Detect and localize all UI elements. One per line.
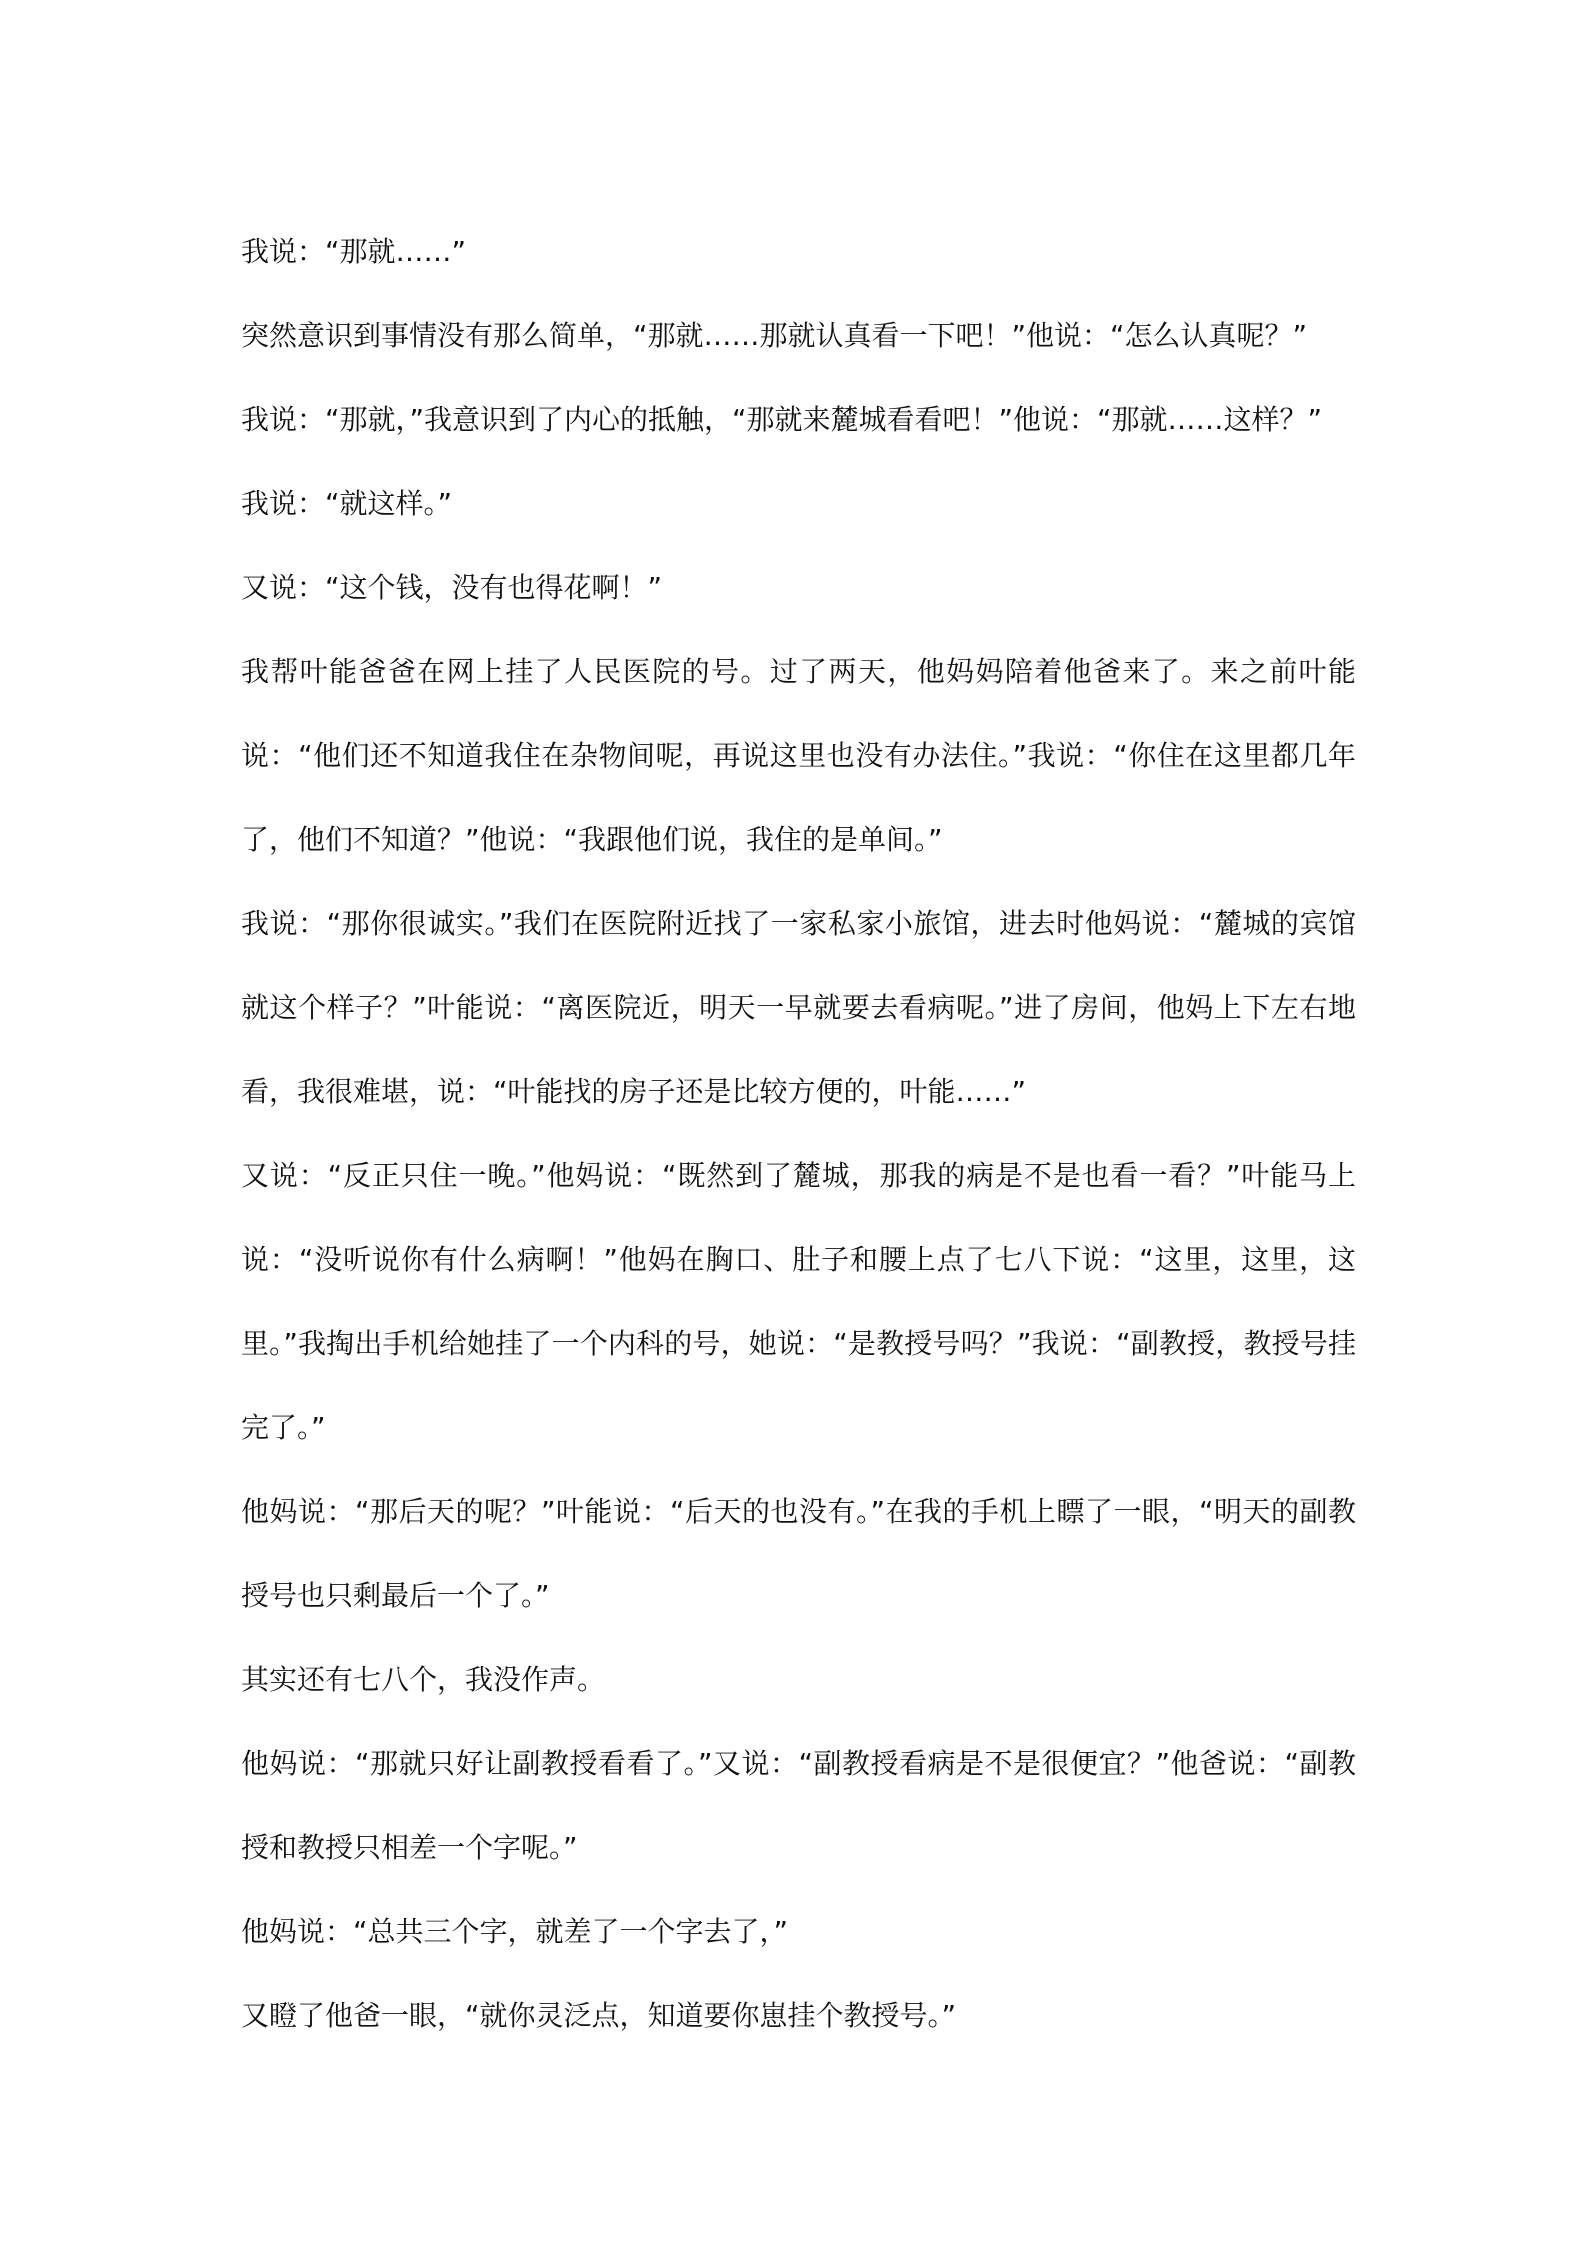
paragraph: 我说：“那你很诚实。”我们在医院附近找了一家私家小旅馆，进去时他妈说：“麓城的宾馆就这个样子？”叶能说：“离医院近，明天一早就要去看病呢。”进了房间，他妈上下左右地看，我很难堪，说：“叶能找的房子还是比较方便的，叶能……” bbox=[241, 907, 1356, 1108]
paragraph: 他妈说：“总共三个字，就差了一个字去了，” bbox=[241, 1915, 789, 1948]
paragraph: 我说：“那就……” bbox=[241, 235, 467, 268]
paragraph: 他妈说：“那后天的呢？”叶能说：“后天的也没有。”在我的手机上瞟了一眼，“明天的副教授号也只剩最后一个了。” bbox=[241, 1495, 1356, 1612]
paragraph: 又说：“这个钱，没有也得花啊！” bbox=[241, 571, 663, 604]
paragraph: 又说：“反正只住一晚。”他妈说：“既然到了麓城，那我的病是不是也看一看？”叶能马上说：“没听说你有什么病啊！”他妈在胸口、肚子和腰上点了七八下说：“这里，这里，这里。”我掏出手机给她挂了一个内科的号，她说：“是教授号吗？”我说：“副教授，教授号挂完了。” bbox=[241, 1159, 1356, 1444]
body-text bbox=[241, 210, 1356, 2058]
paragraph: 突然意识到事情没有那么简单，“那就……那就认真看一下吧！”他说：“怎么认真呢？” bbox=[241, 319, 1308, 352]
paragraph: 我说：“就这样。” bbox=[241, 487, 453, 520]
paragraph: 我帮叶能爸爸在网上挂了人民医院的号。过了两天，他妈妈陪着他爸来了。来之前叶能说：“他们还不知道我住在杂物间呢，再说这里也没有办法住。”我说：“你住在这里都几年了，他们不知道？”他说：“我跟他们说，我住的是单间。” bbox=[241, 655, 1356, 856]
paragraph: 其实还有七八个，我没作声。 bbox=[241, 1663, 606, 1696]
paragraph: 又瞪了他爸一眼，“就你灵泛点，知道要你崽挂个教授号。” bbox=[241, 1999, 957, 2032]
paragraph: 我说：“那就，”我意识到了内心的抵触，“那就来麓城看看吧！”他说：“那就……这样？” bbox=[241, 403, 1323, 436]
paragraph: 他妈说：“那就只好让副教授看看了。”又说：“副教授看病是不是很便宜？”他爸说：“副教授和教授只相差一个字呢。” bbox=[241, 1747, 1356, 1864]
